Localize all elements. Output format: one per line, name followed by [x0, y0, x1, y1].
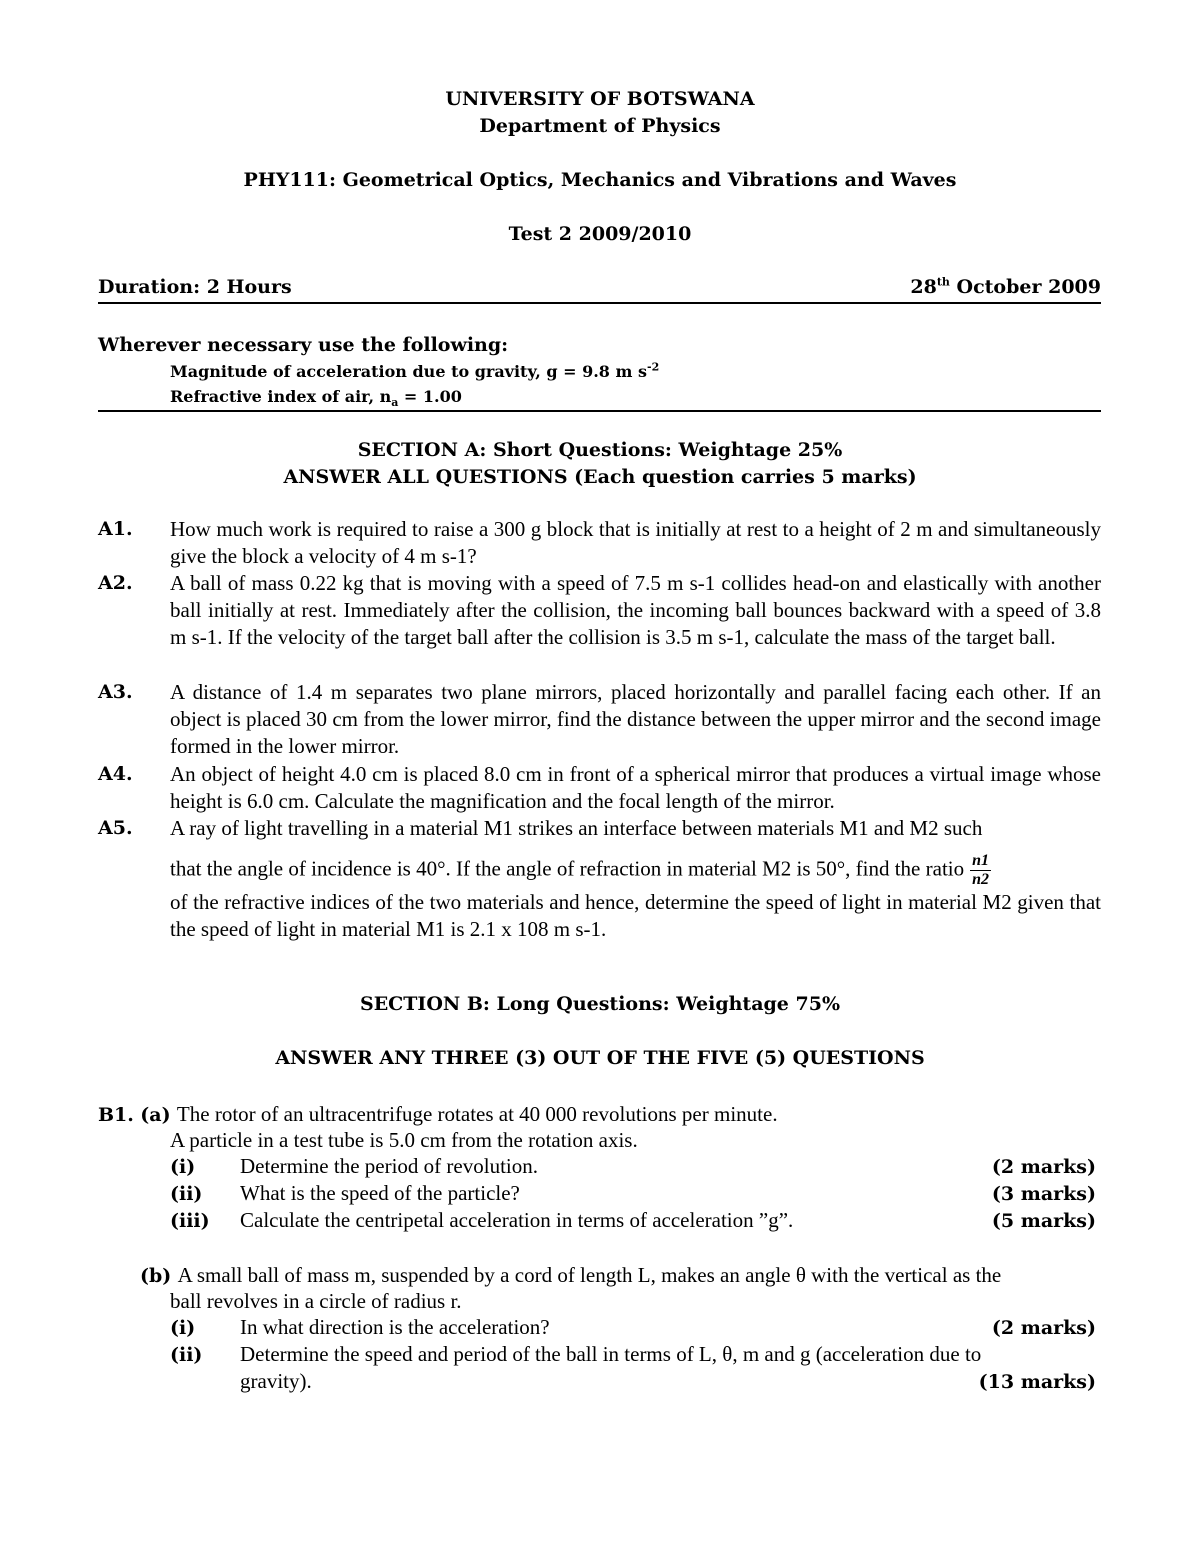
item-marks: (2 marks) — [991, 1156, 1096, 1178]
item-text: Determine the speed and period of the ball in terms of L, θ, m and g (acceleration due to — [240, 1342, 982, 1366]
question-label: A5. — [98, 817, 133, 839]
part-text: The rotor of an ultracentrifuge rotates at 40 000 revolutions per minute. — [176, 1102, 778, 1126]
part-a-line2: A particle in a test tube is 5.0 cm from the rotation axis. — [170, 1128, 638, 1152]
item-marks: (2 marks) — [991, 1317, 1096, 1339]
item-marks: (3 marks) — [991, 1183, 1096, 1205]
question-label: A4. — [98, 763, 133, 785]
question-a1 — [98, 516, 1101, 570]
university-name: UNIVERSITY OF BOTSWANA — [445, 88, 755, 110]
question-label: A3. — [98, 681, 133, 703]
question-a5 — [98, 815, 1101, 944]
divider-top — [98, 302, 1101, 304]
department-name: Department of Physics — [479, 115, 721, 137]
constant-refractive: Refractive index of air, $n_a = 1.00$ — [170, 387, 462, 410]
item-text: Determine the period of revolution. — [240, 1154, 538, 1178]
item-marks: (13 marks) — [978, 1371, 1096, 1393]
question-text: An object of height 4.0 cm is placed 8.0 cm in front of a spherical mirror that produces a virtual image whose height is 6.0 cm. Calculate the magnification and the focal length of the mirror. — [170, 762, 1101, 814]
item-label: (ii) — [170, 1344, 203, 1366]
duration: Duration: 2 Hours — [98, 276, 292, 298]
section-a-instruction: ANSWER ALL QUESTIONS (Each question carries 5 marks) — [283, 466, 917, 488]
question-text: A distance of 1.4 m separates two plane mirrors, placed horizontally and parallel facing each other. If an object is placed 30 cm from the lower mirror, find the distance between the upper mirror and the second image formed in the lower mirror. — [170, 680, 1101, 759]
question-a3 — [98, 679, 1101, 761]
question-text-line1: A ray of light travelling in a material M1 strikes an interface between materials M1 and M2 such — [170, 816, 983, 840]
question-a2 — [98, 570, 1101, 652]
item-label: (iii) — [170, 1210, 210, 1232]
question-label: A2. — [98, 572, 133, 594]
exam-date: 28th October 2009 — [910, 275, 1101, 298]
item-text-cont: gravity). — [240, 1369, 312, 1393]
question-a4 — [98, 761, 1101, 815]
question-text-line2: that the angle of incidence is 40°. If the angle of refraction in material M2 is 50°, find the ratio $\frac{n1}{n2}$ — [170, 852, 990, 889]
part-label: (a) — [140, 1104, 171, 1126]
question-text-line3: of the refractive indices of the two materials and hence, determine the speed of light in material M2 given that the speed of light in material M1 is 2.1 x 108 m s-1. — [170, 890, 1101, 942]
section-b-title: SECTION B: Long Questions: Weightage 75% — [359, 993, 841, 1015]
divider-constants — [98, 410, 1101, 412]
item-text: What is the speed of the particle? — [240, 1181, 520, 1205]
constants-title: Wherever necessary use the following: — [98, 334, 509, 356]
question-label: A1. — [98, 518, 133, 540]
part-label: (b) — [140, 1265, 172, 1287]
part-b-line2: ball revolves in a circle of radius r. — [170, 1289, 462, 1313]
question-b1-part-a — [98, 1101, 778, 1129]
item-text: Calculate the centripetal acceleration in terms of acceleration ”g”. — [240, 1208, 794, 1232]
constant-gravity: Magnitude of acceleration due to gravity, g = 9.8 m $s^{-2}$ — [170, 360, 660, 381]
question-b1-part-b — [140, 1262, 1001, 1290]
question-text: A ball of mass 0.22 kg that is moving with a speed of 7.5 m s-1 collides head-on and elastically with another ball initially at rest. Immediately after the collision, the incoming ball bounces backward with a speed of 3.8 m s-1. If the velocity of the target ball after the collision is 3.5 m s-1, calculate the mass of the target ball. — [170, 571, 1101, 650]
item-marks: (5 marks) — [991, 1210, 1096, 1232]
section-b-instruction: ANSWER ANY THREE (3) OUT OF THE FIVE (5) QUESTIONS — [275, 1047, 925, 1069]
item-label: (i) — [170, 1156, 196, 1178]
ratio-fraction: $\frac{n1}{n2}$ — [972, 852, 990, 889]
item-text: In what direction is the acceleration? — [240, 1315, 550, 1339]
section-a-title: SECTION A: Short Questions: Weightage 25% — [357, 439, 843, 461]
item-label: (ii) — [170, 1183, 203, 1205]
course-title: PHY111: Geometrical Optics, Mechanics and Vibrations and Waves — [243, 169, 957, 191]
question-text: How much work is required to raise a 300 g block that is initially at rest to a height of 2 m and simultaneously give the block a velocity of 4 m s-1? — [170, 517, 1101, 569]
item-label: (i) — [170, 1317, 196, 1339]
test-title: Test 2 2009/2010 — [508, 223, 692, 245]
part-text: A small ball of mass m, suspended by a cord of length L, makes an angle θ with the vertical as the — [177, 1263, 1002, 1287]
question-label: B1. — [98, 1104, 134, 1126]
